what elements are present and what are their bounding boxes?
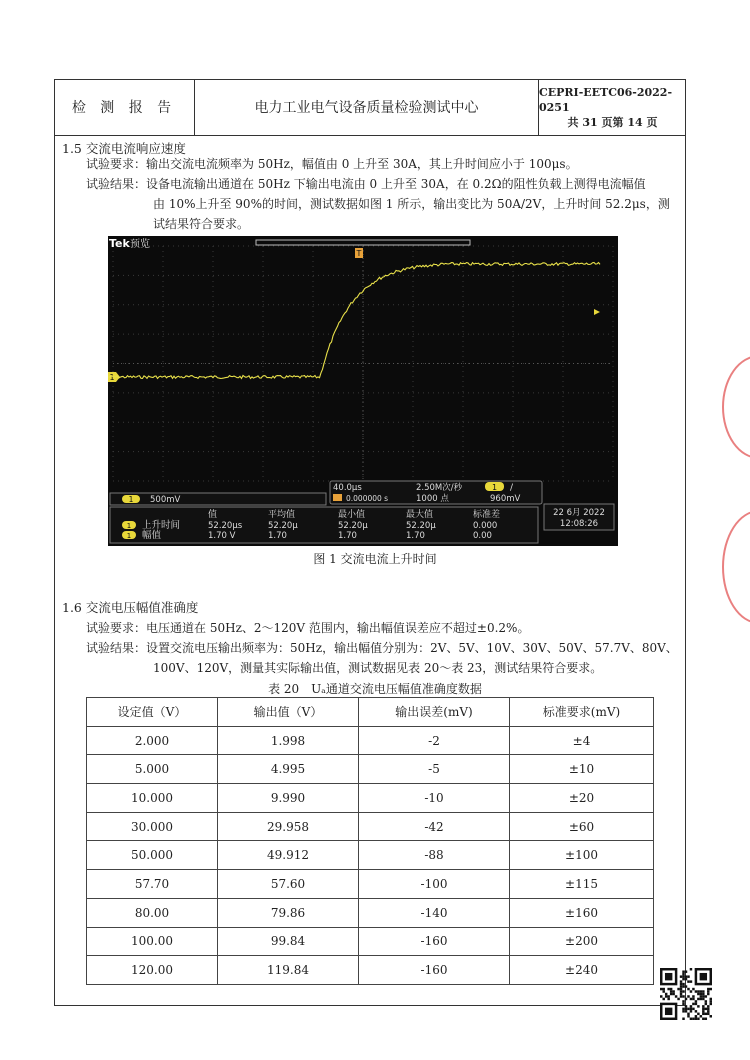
table-cell: -160 bbox=[359, 956, 510, 985]
col-header-setting: 设定值（V） bbox=[87, 698, 218, 727]
result-text-2: 100V、120V，测量其实际输出值，测试数据见表 20～表 23，测试结果符合要求。 bbox=[153, 661, 603, 675]
oscilloscope-display bbox=[108, 236, 618, 546]
requirement-text: 电压通道在 50Hz、2～120V 范围内，输出幅值误差应不超过±0.2%。 bbox=[146, 621, 530, 635]
table-cell: -100 bbox=[359, 870, 510, 899]
measurement-value: 52.20μs bbox=[208, 521, 243, 531]
trigger-level: 960mV bbox=[490, 494, 521, 504]
requirement-label: 试验要求： bbox=[86, 157, 147, 171]
measurement-value: 52.20μ bbox=[338, 521, 368, 531]
trigger-pos-icon bbox=[333, 494, 342, 501]
table-row bbox=[87, 841, 654, 870]
table-cell: ±115 bbox=[510, 870, 654, 899]
table-cell: -10 bbox=[359, 784, 510, 813]
table-20-body bbox=[87, 726, 654, 984]
trigger-position-marker bbox=[355, 248, 363, 258]
table-cell: -88 bbox=[359, 841, 510, 870]
qr-code bbox=[660, 968, 712, 1020]
measurement-header: 最小值 bbox=[338, 510, 366, 520]
table-row bbox=[87, 726, 654, 755]
measurement-value: 1.70 bbox=[268, 531, 287, 541]
table-cell: 57.60 bbox=[218, 870, 359, 899]
trigger-channel: 1 bbox=[491, 483, 498, 492]
table-cell: -140 bbox=[359, 898, 510, 927]
section-1-5-body bbox=[86, 154, 686, 234]
section-1-5-heading: 1.5 交流电流响应速度 bbox=[62, 141, 186, 156]
scope-mode: 预览 bbox=[130, 239, 150, 250]
scope-brand: Tek bbox=[109, 237, 130, 250]
table-cell: 119.84 bbox=[218, 956, 359, 985]
table-20 bbox=[86, 697, 654, 985]
doc-type: 检 测 报 告 bbox=[54, 79, 195, 135]
section-1-6-body bbox=[86, 618, 696, 678]
measurement-value: 0.000 bbox=[473, 521, 498, 531]
table-cell: 100.00 bbox=[87, 927, 218, 956]
svg-text:T: T bbox=[356, 249, 362, 258]
svg-text:1: 1 bbox=[128, 495, 134, 504]
ch1-scale: 500mV bbox=[150, 495, 181, 505]
table-header-row bbox=[87, 698, 654, 727]
page-info: 共 31 页第 14 页 bbox=[567, 115, 658, 129]
table-row bbox=[87, 755, 654, 784]
table-cell: 80.00 bbox=[87, 898, 218, 927]
result-label: 试验结果： bbox=[86, 177, 147, 191]
table-cell: 30.000 bbox=[87, 812, 218, 841]
table-cell: 4.995 bbox=[218, 755, 359, 784]
table-cell: -2 bbox=[359, 726, 510, 755]
trigger-slope: / bbox=[510, 483, 514, 493]
trigger-position: 0.000000 s bbox=[346, 494, 389, 503]
table-row bbox=[87, 898, 654, 927]
table-cell: ±60 bbox=[510, 812, 654, 841]
measurement-value: 1.70 bbox=[406, 531, 425, 541]
table-cell: 50.000 bbox=[87, 841, 218, 870]
measurement-header: 值 bbox=[208, 510, 218, 520]
result-text-3: 试结果符合要求。 bbox=[153, 217, 250, 231]
table-cell: 120.00 bbox=[87, 956, 218, 985]
requirement-label: 试验要求： bbox=[86, 621, 147, 635]
measurement-name: 幅值 bbox=[142, 530, 162, 541]
section-1-6-heading: 1.6 交流电压幅值准确度 bbox=[62, 600, 199, 615]
result-text-1: 设置交流电压输出频率为：50Hz，输出幅值分别为：2V、5V、10V、30V、50V、57.7V、80V、 bbox=[146, 641, 678, 655]
time-per-div: 40.0μs bbox=[333, 483, 362, 493]
measurement-value: 52.20μ bbox=[268, 521, 298, 531]
scope-date: 22 6月 2022 bbox=[553, 508, 605, 518]
result-label: 试验结果： bbox=[86, 641, 147, 655]
table-cell: 49.912 bbox=[218, 841, 359, 870]
measurement-value: 1.70 V bbox=[208, 531, 236, 541]
sample-rate: 2.50M次/秒 bbox=[416, 483, 463, 493]
measurement-value: 1.70 bbox=[338, 531, 357, 541]
table-cell: ±100 bbox=[510, 841, 654, 870]
measurement-header: 最大值 bbox=[406, 510, 434, 520]
table-cell: 99.84 bbox=[218, 927, 359, 956]
measurement-value: 0.00 bbox=[473, 531, 492, 541]
table-row bbox=[87, 870, 654, 899]
table-cell: ±20 bbox=[510, 784, 654, 813]
measurement-channel: 1 bbox=[126, 532, 132, 540]
svg-text:1: 1 bbox=[109, 373, 115, 382]
table-cell: -5 bbox=[359, 755, 510, 784]
col-header-output: 输出值（V） bbox=[218, 698, 359, 727]
report-number: CEPRI-EETC06-2022-0251 bbox=[539, 85, 673, 114]
table-cell: 1.998 bbox=[218, 726, 359, 755]
official-stamp bbox=[722, 510, 750, 624]
measurement-header: 标准差 bbox=[473, 510, 501, 520]
table-cell: 5.000 bbox=[87, 755, 218, 784]
table-row bbox=[87, 927, 654, 956]
col-header-standard: 标准要求(mV) bbox=[510, 698, 654, 727]
table-cell: -42 bbox=[359, 812, 510, 841]
report-header bbox=[54, 79, 686, 136]
col-header-error: 输出误差(mV) bbox=[359, 698, 510, 727]
record-length: 1000 点 bbox=[416, 494, 449, 504]
table-cell: ±160 bbox=[510, 898, 654, 927]
table-cell: 2.000 bbox=[87, 726, 218, 755]
table-row bbox=[87, 812, 654, 841]
table-cell: 29.958 bbox=[218, 812, 359, 841]
table-cell: 10.000 bbox=[87, 784, 218, 813]
scope-time: 12:08:26 bbox=[559, 519, 599, 529]
organization-name: 电力工业电气设备质量检验测试中心 bbox=[195, 79, 539, 135]
table-row bbox=[87, 784, 654, 813]
oscilloscope-screenshot bbox=[108, 236, 618, 546]
table-cell: ±4 bbox=[510, 726, 654, 755]
measurement-channel: 1 bbox=[126, 522, 132, 530]
official-stamp bbox=[722, 355, 750, 459]
table-row bbox=[87, 956, 654, 985]
measurement-header: 平均值 bbox=[268, 510, 296, 520]
table-cell: -160 bbox=[359, 927, 510, 956]
result-text-1: 设备电流输出通道在 50Hz 下输出电流由 0 上升至 30A，在 0.2Ω的阻性负载上测得电流幅值 bbox=[146, 177, 646, 191]
measurement-value: 52.20μ bbox=[406, 521, 436, 531]
table-cell: 9.990 bbox=[218, 784, 359, 813]
measurement-name: 上升时间 bbox=[142, 520, 181, 531]
figure-caption: 图 1 交流电流上升时间 bbox=[313, 552, 437, 566]
table-cell: ±200 bbox=[510, 927, 654, 956]
table-cell: 57.70 bbox=[87, 870, 218, 899]
ch1-scale-box bbox=[110, 493, 326, 505]
requirement-text: 输出交流电流频率为 50Hz，幅值由 0 上升至 30A，其上升时间应小于 100μs。 bbox=[146, 157, 578, 171]
table-cell: 79.86 bbox=[218, 898, 359, 927]
result-text-2: 由 10%上升至 90%的时间，测试数据如图 1 所示，输出变比为 50A/2V，上升时间 52.2μs，测 bbox=[153, 197, 670, 211]
report-meta bbox=[539, 79, 686, 135]
table-20-title: 表 20 Uₐ通道交流电压幅值准确度数据 bbox=[268, 682, 482, 696]
table-cell: ±240 bbox=[510, 956, 654, 985]
table-cell: ±10 bbox=[510, 755, 654, 784]
